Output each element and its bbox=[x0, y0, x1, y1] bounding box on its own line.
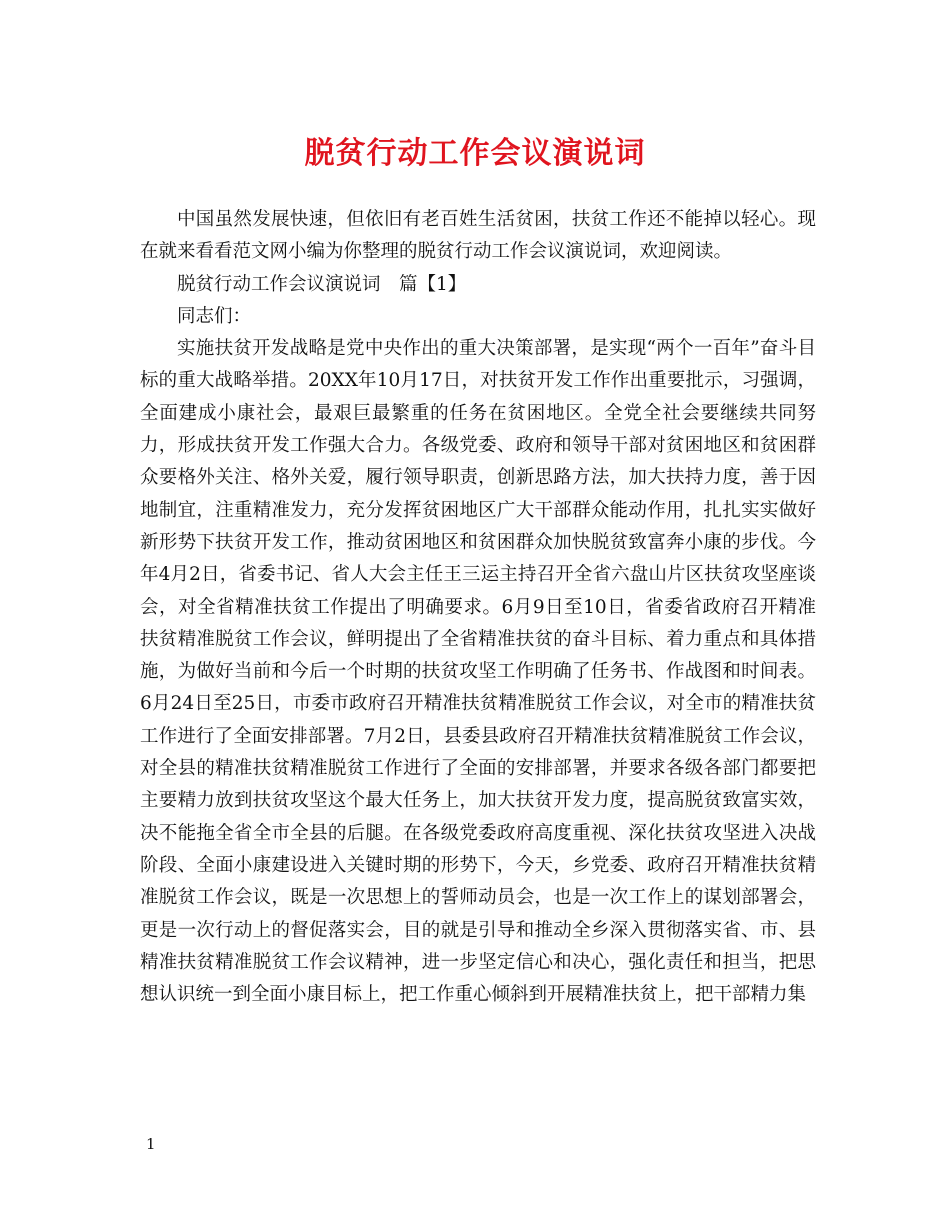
body-paragraph: 实施扶贫开发战略是党中央作出的重大决策部署，是实现“两个一百年”奋斗目标的重大战略举措。20XX年10月17日，对扶贫开发工作作出重要批示，习强调，全面建成小康社会，最艰巨最繁重的任务在贫困地区。全党全社会要继续共同努力，形成扶贫开发工作强大合力。各级党委、政府和领导干部对贫困地区和贫困群众要格外关注、格外关爱，履行领导职责，创新思路方法，加大扶持力度，善于因地制宜，注重精准发力，充分发挥贫困地区广大干部群众能动作用，扎扎实实做好新形势下扶贫开发工作，推动贫困地区和贫困群众加快脱贫致富奔小康的步伐。今年4月2日，省委书记、省人大会主任王三运主持召开全省六盘山片区扶贫攻坚座谈会，对全省精准扶贫工作提出了明确要求。6月9日至10日，省委省政府召开精准扶贫精准脱贫工作会议，鲜明提出了全省精准扶贫的奋斗目标、着力重点和具体措施，为做好当前和今后一个时期的扶贫攻坚工作明确了任务书、作战图和时间表。6月24日至25日，市委市政府召开精准扶贫精准脱贫工作会议，对全市的精准扶贫工作进行了全面安排部署。7月2日，县委县政府召开精准扶贫精准脱贫工作会议，对全县的精准扶贫精准脱贫工作进行了全面的安排部署，并要求各级各部门都要把主要精力放到扶贫攻坚这个最大任务上，加大扶贫开发力度，提高脱贫致富实效，决不能拖全省全市全县的后腿。在各级党委政府高度重视、深化扶贫攻坚进入决战阶段、全面小康建设进入关键时期的形势下，今天，乡党委、政府召开精准扶贫精准脱贫工作会议，既是一次思想上的誓师动员会，也是一次工作上的谋划部署会，更是一次行动上的督促落实会，目的就是引导和推动全乡深入贯彻落实省、市、县精准扶贫精准脱贫工作会议精神，进一步坚定信心和决心，强化责任和担当，把思想认识统一到全面小康目标上，把工作重心倾斜到开展精准扶贫上，把干部精力集 bbox=[140, 338, 816, 1006]
document-body bbox=[140, 204, 816, 1011]
salutation: 同志们： bbox=[177, 305, 252, 327]
section-heading: 脱贫行动工作会议演说词 篇【1】 bbox=[177, 273, 467, 295]
intro-paragraph: 中国虽然发展快速，但依旧有老百姓生活贫困，扶贫工作还不能掉以轻心。现在就来看看范文网小编为你整理的脱贫行动工作会议演说词，欢迎阅读。 bbox=[140, 209, 816, 263]
document-title: 脱贫行动工作会议演说词 bbox=[304, 136, 646, 171]
page-number: 1 bbox=[146, 1135, 156, 1153]
